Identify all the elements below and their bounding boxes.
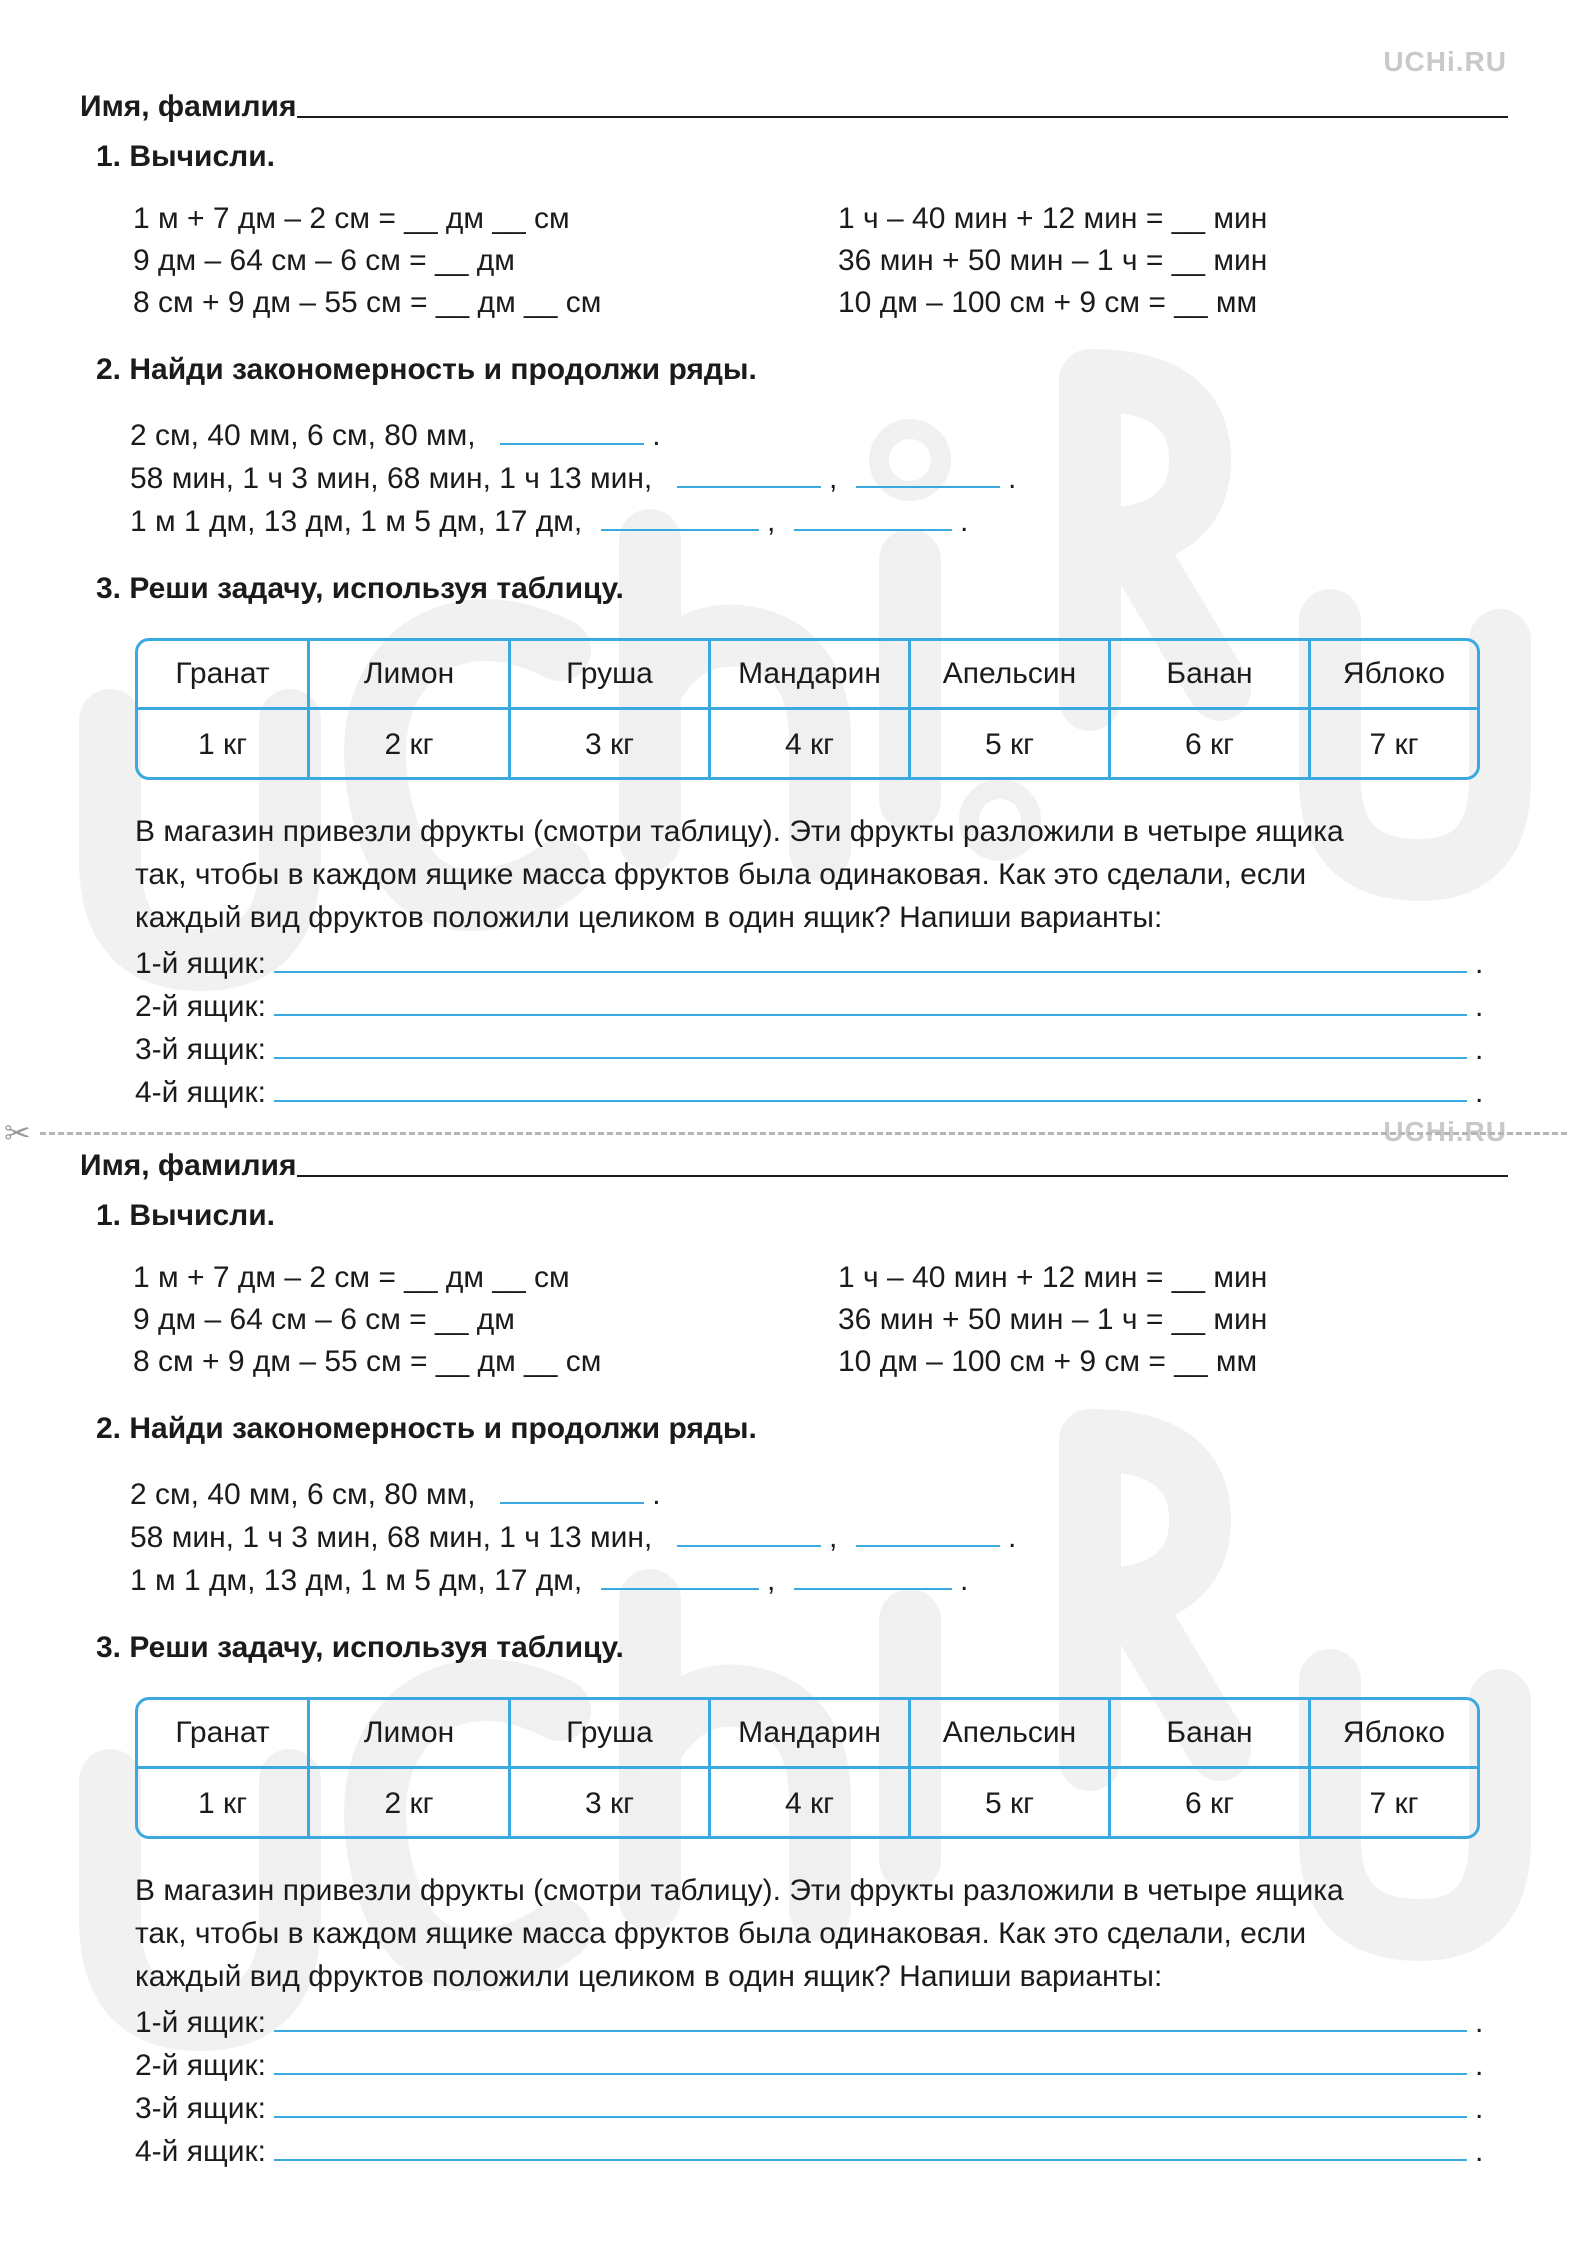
task1-expression: 36 мин + 50 мин – 1 ч = __ мин — [838, 244, 1268, 277]
task1-expression: 9 дм – 64 см – 6 см = __ дм — [133, 244, 515, 277]
fruit-name-cell: Банан — [1111, 641, 1311, 707]
fruit-name-cell: Яблоко — [1342, 657, 1446, 690]
task2-series — [130, 1517, 1016, 1559]
table-mass-row — [138, 710, 1477, 779]
name-label: Имя, фамилия — [80, 1149, 297, 1182]
box-answer-row — [135, 938, 1485, 981]
paragraph-line: каждый вид фруктов положили целиком в один ящик? Напиши варианты: — [135, 901, 1163, 934]
box-label: 4-й ящик: — [135, 1076, 266, 1109]
task3-title: 3. Реши задачу, используя таблицу. — [96, 572, 624, 605]
task1-expression: 1 ч – 40 мин + 12 мин = __ мин — [838, 202, 1268, 235]
task2-title: 2. Найди закономерность и продолжи ряды. — [96, 1412, 757, 1445]
fruit-name-cell: Лимон — [310, 641, 511, 707]
task2-series — [130, 1560, 968, 1602]
box-end: . — [1475, 2006, 1484, 2039]
series-end: . — [652, 419, 661, 452]
name-input-line[interactable] — [297, 1175, 1508, 1177]
box-end: . — [1475, 1076, 1484, 1109]
box-answer-row — [135, 1997, 1485, 2040]
fruit-mass-cell: 3 кг — [511, 710, 711, 779]
fruit-mass-cell: 4 кг — [711, 1769, 911, 1838]
task1-expression: 1 ч – 40 мин + 12 мин = __ мин — [838, 1261, 1268, 1294]
series-sep: , — [828, 1521, 838, 1554]
box-label: 2-й ящик: — [135, 990, 266, 1023]
task1-expression: 9 дм – 64 см – 6 см = __ дм — [133, 1303, 515, 1336]
task1-expression: 8 см + 9 дм – 55 см = __ дм __ см — [133, 1345, 602, 1378]
series-text: 58 мин, 1 ч 3 мин, 68 мин, 1 ч 13 мин, — [130, 1521, 653, 1554]
box-label: 1-й ящик: — [135, 2006, 266, 2039]
series-answer-blank[interactable] — [677, 1517, 821, 1547]
task1-expression: 1 м + 7 дм – 2 см = __ дм __ см — [133, 202, 570, 235]
worksheet-copy-1 — [0, 0, 1587, 1109]
name-label: Имя, фамилия — [80, 90, 297, 123]
box-label: 3-й ящик: — [135, 1033, 266, 1066]
series-answer-blank[interactable] — [856, 1517, 1000, 1547]
fruit-mass-cell: 6 кг — [1111, 1769, 1311, 1838]
series-answer-blank[interactable] — [677, 458, 821, 488]
box-answer-row — [135, 2040, 1485, 2083]
paragraph-line: так, чтобы в каждом ящике масса фруктов была одинаковая. Как это сделали, если — [135, 1917, 1307, 1950]
box-answer-line[interactable] — [274, 2073, 1467, 2075]
series-sep: , — [828, 462, 838, 495]
brand-logo: UCHi.RU — [1383, 46, 1507, 77]
series-end: . — [1007, 1521, 1017, 1554]
series-text: 1 м 1 дм, 13 дм, 1 м 5 дм, 17 дм, — [130, 505, 583, 538]
series-answer-blank[interactable] — [856, 458, 1000, 488]
task3-paragraph — [135, 810, 1515, 939]
fruit-mass-cell: 1 кг — [138, 710, 310, 779]
fruit-name-cell: Груша — [511, 641, 711, 707]
fruit-mass-cell: 4 кг — [711, 710, 911, 779]
box-answer-line[interactable] — [274, 2116, 1467, 2118]
task2-title: 2. Найди закономерность и продолжи ряды. — [96, 353, 757, 386]
fruit-mass-cell: 2 кг — [310, 1769, 511, 1838]
fruit-name-cell: Апельсин — [911, 641, 1111, 707]
task1-expression: 1 м + 7 дм – 2 см = __ дм __ см — [133, 1261, 570, 1294]
name-input-line[interactable] — [297, 116, 1508, 118]
fruit-mass-cell: 7 кг — [1369, 1786, 1419, 1820]
box-answer-line[interactable] — [274, 2030, 1467, 2032]
box-end: . — [1475, 990, 1484, 1023]
table-header-row — [138, 641, 1477, 710]
series-text: 1 м 1 дм, 13 дм, 1 м 5 дм, 17 дм, — [130, 1564, 583, 1597]
fruit-mass-cell: 5 кг — [911, 1769, 1111, 1838]
series-answer-blank[interactable] — [500, 415, 644, 445]
fruit-name-cell: Апельсин — [911, 1700, 1111, 1766]
fruit-name-cell: Груша — [511, 1700, 711, 1766]
task1-expression: 10 дм – 100 см + 9 см = __ мм — [838, 1345, 1258, 1378]
fruit-name-cell: Гранат — [138, 1700, 310, 1766]
series-answer-blank[interactable] — [500, 1474, 644, 1504]
table-header-row — [138, 1700, 1477, 1769]
series-end: . — [652, 1478, 661, 1511]
task2-series — [130, 415, 661, 457]
series-end: . — [1007, 462, 1017, 495]
table-mass-row — [138, 1769, 1477, 1838]
task1-expression: 36 мин + 50 мин – 1 ч = __ мин — [838, 1303, 1268, 1336]
task3-title: 3. Реши задачу, используя таблицу. — [96, 1631, 624, 1664]
task1-expression: 10 дм – 100 см + 9 см = __ мм — [838, 286, 1258, 319]
box-end: . — [1475, 947, 1484, 980]
fruit-mass-cell: 1 кг — [138, 1769, 310, 1838]
series-text: 2 см, 40 мм, 6 см, 80 мм, — [130, 419, 476, 452]
fruit-name-cell: Гранат — [138, 641, 310, 707]
fruit-name-cell: Лимон — [310, 1700, 511, 1766]
series-answer-blank[interactable] — [794, 501, 952, 531]
task3-paragraph — [135, 1869, 1515, 1998]
name-field[interactable] — [80, 1143, 1508, 1183]
task1-title: 1. Вычисли. — [96, 140, 276, 173]
task1-expression: 8 см + 9 дм – 55 см = __ дм __ см — [133, 286, 602, 319]
cut-line — [0, 1115, 1587, 1151]
box-answer-row — [135, 2083, 1485, 2126]
series-text: 2 см, 40 мм, 6 см, 80 мм, — [130, 1478, 476, 1511]
brand-logo: UCHi.RU — [1383, 1116, 1507, 1147]
series-answer-blank[interactable] — [601, 1560, 759, 1590]
name-field[interactable] — [80, 84, 1508, 124]
box-answer-row — [135, 2126, 1485, 2169]
paragraph-line: В магазин привезли фрукты (смотри таблицу). Эти фрукты разложили в четыре ящика — [135, 815, 1344, 848]
paragraph-line: каждый вид фруктов положили целиком в один ящик? Напиши варианты: — [135, 1960, 1163, 1993]
box-label: 1-й ящик: — [135, 947, 266, 980]
fruit-mass-cell: 6 кг — [1111, 710, 1311, 779]
series-sep: , — [766, 505, 776, 538]
worksheet-copy-2 — [0, 1059, 1587, 2168]
box-answer-row — [135, 981, 1485, 1024]
series-text: 58 мин, 1 ч 3 мин, 68 мин, 1 ч 13 мин, — [130, 462, 653, 495]
box-answer-line[interactable] — [274, 971, 1467, 973]
fruit-mass-cell: 5 кг — [911, 710, 1111, 779]
task2-series — [130, 458, 1016, 500]
fruit-mass-table — [135, 1697, 1480, 1839]
scissors-icon: ✂ — [4, 1115, 31, 1151]
fruit-mass-cell: 2 кг — [310, 710, 511, 779]
box-end: . — [1475, 2135, 1484, 2168]
series-answer-blank[interactable] — [601, 501, 759, 531]
series-end: . — [960, 505, 969, 538]
paragraph-line: В магазин привезли фрукты (смотри таблицу). Эти фрукты разложили в четыре ящика — [135, 1874, 1344, 1907]
dashed-divider — [40, 1132, 1567, 1135]
series-sep: , — [766, 1564, 776, 1597]
paragraph-line: так, чтобы в каждом ящике масса фруктов была одинаковая. Как это сделали, если — [135, 858, 1307, 891]
fruit-mass-table — [135, 638, 1480, 780]
box-label: 2-й ящик: — [135, 2049, 266, 2082]
box-end: . — [1475, 1033, 1484, 1066]
box-answer-line[interactable] — [274, 1014, 1467, 1016]
series-end: . — [960, 1564, 969, 1597]
task1-title: 1. Вычисли. — [96, 1199, 276, 1232]
task2-series — [130, 1474, 661, 1516]
box-answer-line[interactable] — [274, 2159, 1467, 2161]
fruit-name-cell: Мандарин — [711, 1700, 911, 1766]
fruit-mass-cell: 3 кг — [511, 1769, 711, 1838]
box-label: 3-й ящик: — [135, 2092, 266, 2125]
series-answer-blank[interactable] — [794, 1560, 952, 1590]
box-label: 4-й ящик: — [135, 2135, 266, 2168]
box-end: . — [1475, 2049, 1484, 2082]
fruit-name-cell: Банан — [1111, 1700, 1311, 1766]
fruit-name-cell: Яблоко — [1342, 1716, 1446, 1749]
task2-series — [130, 501, 968, 543]
fruit-name-cell: Мандарин — [711, 641, 911, 707]
fruit-mass-cell: 7 кг — [1369, 727, 1419, 761]
box-end: . — [1475, 2092, 1484, 2125]
